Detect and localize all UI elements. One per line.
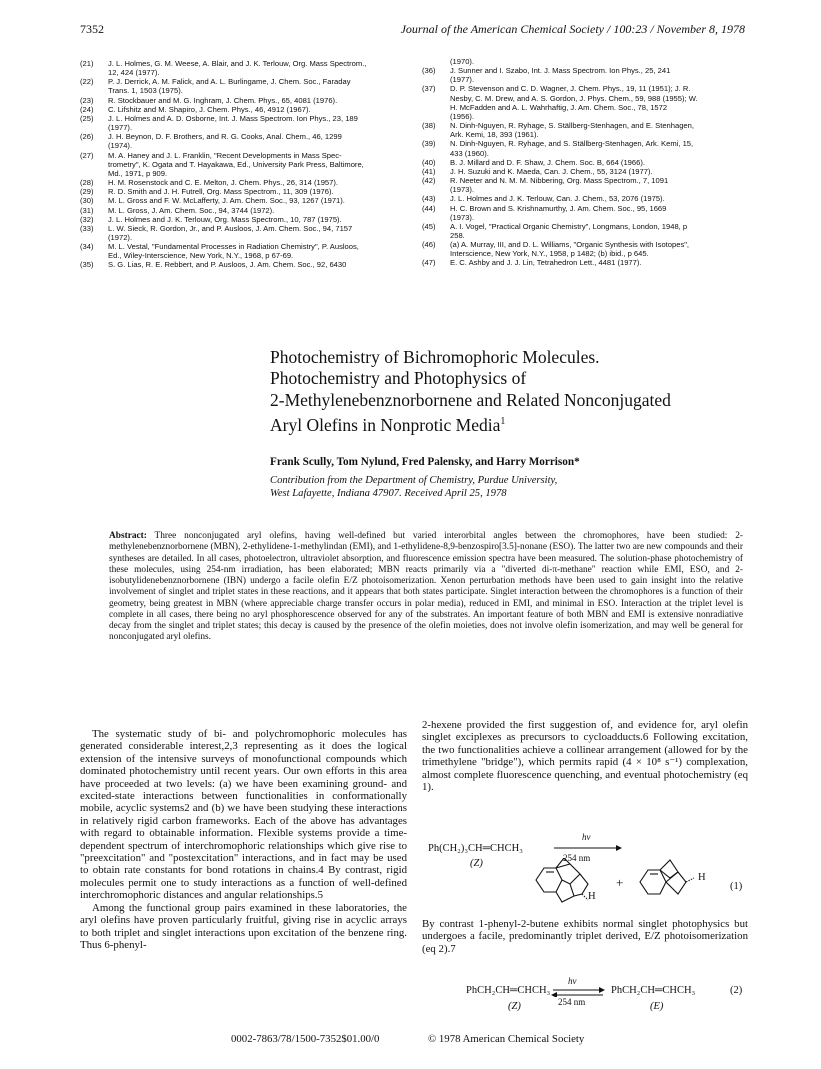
running-header <box>80 22 745 40</box>
reference-continuation-line <box>80 123 402 132</box>
reference-number <box>422 231 450 240</box>
reference-number <box>422 249 450 258</box>
reference-line <box>80 187 402 196</box>
reference-number: (34) <box>80 242 94 252</box>
reference-text: Ark. Kemi, 18, 393 (1961). <box>450 130 539 140</box>
equation-number-1: (1) <box>730 881 743 892</box>
title-line: Photochemistry of Bichromophoric Molecules. <box>270 347 600 367</box>
eq1-product-1-h: H <box>588 891 596 902</box>
reference-number: (46) <box>422 240 436 250</box>
reference-entry <box>422 57 746 66</box>
reference-number: (22) <box>80 77 94 87</box>
reference-entry <box>80 178 402 187</box>
reference-text: (1970). <box>450 57 475 66</box>
reference-entry <box>80 224 402 242</box>
affiliation-received-line: West Lafayette, Indiana 47907. Received April 25, 1978 <box>270 488 507 499</box>
reference-number <box>422 112 450 121</box>
reference-entry <box>80 196 402 205</box>
reference-text: J. H. Beynon, D. F. Brothers, and R. G. Cooks, Anal. Chem., 46, 1299 <box>108 132 342 142</box>
page-number: 7352 <box>80 22 104 36</box>
reference-continuation-line <box>80 233 402 242</box>
eq2-product: PhCH₂CH═CHCH₃ <box>611 985 696 996</box>
body-paragraph: By contrast 1-phenyl-2-butene exhibits normal singlet photophysics but undergoes a facile, predominantly triplet derived, E/Z photoisomerization (eq 2).7 <box>422 918 748 955</box>
reference-line <box>80 105 402 114</box>
reference-line <box>80 215 402 224</box>
author-list: Frank Scully, Tom Nylund, Fred Palensky, and Harry Morrison* <box>270 456 580 468</box>
reference-text: M. L. Gross and F. W. McLafferty, J. Am. Chem. Soc., 93, 1267 (1971). <box>108 196 345 206</box>
abstract-label: Abstract: <box>109 531 147 541</box>
reference-line <box>422 57 746 66</box>
reference-number <box>80 233 108 242</box>
reference-text: C. Lifshitz and M. Shapiro, J. Chem. Phys., 46, 4912 (1967). <box>108 104 311 114</box>
reference-number: (21) <box>80 59 94 68</box>
affiliation <box>270 474 740 500</box>
title-footnote-marker: 1 <box>500 416 506 428</box>
reference-text: Interscience, New York, N.Y., 1958, p 1482; (b) ibid., p 645. <box>450 249 649 259</box>
reference-entry <box>80 114 402 132</box>
eq1-reactant-config: (Z) <box>470 858 483 869</box>
reference-number: (37) <box>422 84 436 94</box>
reference-continuation-line <box>422 130 746 139</box>
reference-entry <box>422 84 746 121</box>
reference-entry <box>422 176 746 194</box>
reference-continuation-line <box>80 86 402 95</box>
reference-continuation-line <box>422 249 746 258</box>
reference-line <box>422 222 746 231</box>
reference-line <box>80 178 402 187</box>
reference-text: J. L. Holmes and A. D. Osborne, Int. J. Mass Spectrom. Ion Phys., 23, 189 <box>108 113 358 123</box>
reference-number: (26) <box>80 132 94 142</box>
reference-number <box>422 57 450 66</box>
reference-line <box>80 242 402 251</box>
reference-line <box>80 132 402 141</box>
eq2-reactant: PhCH₂CH═CHCH₃ <box>466 985 551 996</box>
article-title <box>270 347 740 436</box>
reference-number <box>422 149 450 158</box>
reference-entry <box>80 77 402 95</box>
eq2-product-config: (E) <box>650 1001 664 1012</box>
eq1-product-2-h: H <box>698 872 706 883</box>
reference-line <box>422 240 746 249</box>
reference-text: Ed., Wiley-Interscience, New York, N.Y., 1968, p 67-69. <box>108 251 294 261</box>
reference-text: R. Neeter and N. M. M. Nibbering, Org. Mass Spectrom., 7, 1091 <box>450 176 669 186</box>
reference-entry <box>422 121 746 139</box>
reference-text: (1973). <box>450 212 475 222</box>
reference-text: P. J. Derrick, A. M. Falick, and A. L. Burlingame, J. Chem. Soc., Faraday <box>108 77 351 87</box>
eq1-arrow-below: 254 nm <box>563 853 591 863</box>
reference-number <box>422 130 450 139</box>
reference-text: Nesby, C. M. Drew, and A. S. Gordon, J. Phys. Chem., 59, 988 (1955); W. <box>450 93 698 103</box>
reference-entry <box>422 66 746 84</box>
reference-continuation-line <box>422 149 746 158</box>
reference-number <box>80 68 108 77</box>
reference-line <box>80 196 402 205</box>
reference-entry <box>80 59 402 77</box>
reference-text: B. J. Millard and D. F. Shaw, J. Chem. Soc. B, 664 (1966). <box>450 157 645 167</box>
equation-number-2: (2) <box>730 985 743 996</box>
reference-number: (43) <box>422 194 436 204</box>
reference-entry <box>422 204 746 222</box>
reference-line <box>80 96 402 105</box>
reference-number: (33) <box>80 223 94 233</box>
reference-text: L. W. Sieck, R. Gordon, Jr., and P. Ausloos, J. Am. Chem. Soc., 94, 7157 <box>108 223 353 233</box>
reference-entry <box>422 139 746 157</box>
reference-text: A. I. Vogel, "Practical Organic Chemistry", Longmans, London, 1948, p <box>450 221 688 231</box>
reference-continuation-line <box>80 68 402 77</box>
eq1-plus: + <box>616 875 624 890</box>
reference-text: (1973). <box>450 185 475 195</box>
reference-text: M. L. Vestal, "Fundamental Processes in Radiation Chemistry", P. Ausloos, <box>108 242 359 252</box>
reference-line <box>422 66 746 75</box>
reference-number <box>80 251 108 260</box>
reference-continuation-line <box>422 94 746 103</box>
footer-code: 0002-7863/78/1500-7352$01.00/0 <box>231 1033 380 1045</box>
reference-line <box>422 121 746 130</box>
reference-number: (41) <box>422 166 436 176</box>
reference-number: (27) <box>80 150 94 160</box>
reference-continuation-line <box>422 103 746 112</box>
reference-entry <box>80 260 402 269</box>
body-paragraph: 2-hexene provided the first suggestion of, and evidence for, aryl olefin singlet exciplexes as precursors to cycloadducts.6 Following excitation, the two functionalities achieve a collinear arrangement (allowed for by the trimethylene "bridge"), which permits rapid (4 × 10⁸ s⁻¹) complexation, almost complete fluorescence quenching, and eventual photochemistry (eq 1). <box>422 719 748 794</box>
reference-number: (45) <box>422 221 436 231</box>
reference-text: S. G. Lias, R. E. Rebbert, and P. Ausloos, J. Am. Chem. Soc., 92, 6430 <box>108 260 347 270</box>
reference-line <box>422 139 746 148</box>
reference-number: (38) <box>422 121 436 131</box>
reference-number: (25) <box>80 113 94 123</box>
reference-text: Trans. 1, 1503 (1975). <box>108 86 183 96</box>
reference-text: H. M. Rosenstock and C. E. Melton, J. Chem. Phys., 26, 314 (1957). <box>108 178 339 188</box>
reference-line <box>422 158 746 167</box>
reference-text: D. P. Stevenson and C. D. Wagner, J. Chem. Phys., 19, 11 (1951); J. R. <box>450 84 691 94</box>
reference-number: (31) <box>80 205 94 215</box>
reference-number <box>80 160 108 169</box>
title-line: Photochemistry and Photophysics of <box>270 368 527 389</box>
body-left-column <box>80 728 407 951</box>
reference-number <box>80 86 108 95</box>
reference-number <box>422 75 450 84</box>
reference-line <box>80 114 402 123</box>
reference-line <box>422 84 746 93</box>
eq2-reaction-arrow <box>551 987 605 997</box>
eq2-arrow-above: hν <box>568 976 577 986</box>
reference-entry <box>422 158 746 167</box>
reference-text: N. Dinh-Nguyen, R. Ryhage, and S. Ställberg-Stenhagen, Ark. Kemi, 15, <box>450 139 694 149</box>
reference-entry <box>80 151 402 178</box>
reference-text: (1974). <box>108 141 133 151</box>
reference-entry <box>422 194 746 203</box>
reference-continuation-line <box>80 251 402 260</box>
reference-continuation-line <box>422 75 746 84</box>
reference-number <box>80 141 108 150</box>
reference-line <box>80 151 402 160</box>
reference-line <box>422 176 746 185</box>
reference-text: (a) A. Murray, III, and D. L. Williams, "Organic Synthesis with Isotopes", <box>450 240 690 250</box>
reference-line <box>422 194 746 203</box>
reference-number <box>422 185 450 194</box>
reference-number: (44) <box>422 203 436 213</box>
references-right-column <box>422 57 746 268</box>
abstract <box>109 531 743 644</box>
reference-continuation-line <box>422 112 746 121</box>
reference-text: (1956). <box>450 111 475 121</box>
reference-entry <box>80 187 402 196</box>
reference-number: (47) <box>422 258 436 268</box>
reference-line <box>422 204 746 213</box>
reference-text: E. C. Ashby and J. J. Lin, Tetrahedron Lett., 4481 (1977). <box>450 258 642 268</box>
reference-line <box>80 206 402 215</box>
title-line: Aryl Olefins in Nonprotic Media$^1$ <box>270 415 506 436</box>
reference-text: J. H. Suzuki and K. Maeda, Can. J. Chem., 55, 3124 (1977). <box>450 166 653 176</box>
reference-text: M. L. Gross, J. Am. Chem. Soc., 94, 3744 (1972). <box>108 205 275 215</box>
reference-text: 433 (1960). <box>450 148 489 158</box>
affiliation-line: Contribution from the Department of Chemistry, Purdue University, <box>270 475 558 486</box>
reference-entry <box>80 96 402 105</box>
reference-number: (29) <box>80 187 94 197</box>
reference-line <box>80 260 402 269</box>
reference-number <box>422 103 450 112</box>
reference-entry <box>422 222 746 240</box>
reference-text: H. McFadden and A. L. Wahrhaftig, J. Am. Chem. Soc., 78, 1572 <box>450 102 668 112</box>
body-paragraph: The systematic study of bi- and polychromophoric molecules has generated considerable interest,2,3 representing as it does the logical extension of the intensive surveys of monofunctional compounds which dominated photochemistry until recent years. Our own efforts in this area have proceeded at two levels: (a) we have been examining ground- and excited-state interactions between functionalities in conformationally mobile, acyclic systems2 and (b) we have been studying these interactions in relatively rigid carbon frameworks. Each of the above has advantages with regard to obtainable information. Flexible systems provide a time-dependent spectrum of interchromophoric relationships which give rise to "preexcitation" and "postexcitation" interactions, and in fact may be used to obtain rate constants for bond rotations in chains.4 By contrast, rigid molecules permit one to study interactions as a function of well-defined interchromophoric distances and angular relationships.5 <box>80 728 407 902</box>
reference-entry <box>422 240 746 258</box>
reference-number: (36) <box>422 66 436 76</box>
eq1-reaction-arrow <box>552 843 622 853</box>
reference-number: (24) <box>80 104 94 114</box>
footer-copyright: © 1978 American Chemical Society <box>428 1033 585 1045</box>
reference-text: Md., 1971, p 909. <box>108 168 168 178</box>
reference-text: R. D. Smith and J. H. Futrell, Org. Mass Spectrom., 11, 309 (1976). <box>108 187 334 197</box>
reference-entry <box>80 132 402 150</box>
reference-entry <box>80 215 402 224</box>
reference-entry <box>80 105 402 114</box>
reference-continuation-line <box>80 160 402 169</box>
reference-continuation-line <box>80 169 402 178</box>
reference-continuation-line <box>422 213 746 222</box>
reference-number <box>80 169 108 178</box>
reference-number <box>422 213 450 222</box>
reference-number: (39) <box>422 139 436 149</box>
reference-number: (30) <box>80 196 94 206</box>
reference-line <box>422 167 746 176</box>
reference-number: (35) <box>80 260 94 270</box>
eq1-product-2-structure <box>632 858 702 908</box>
reference-text: M. A. Haney and J. L. Franklin, "Recent Developments in Mass Spec- <box>108 150 342 160</box>
references-left-column <box>80 59 402 270</box>
reference-number: (32) <box>80 214 94 224</box>
reference-text: (1977). <box>108 123 133 133</box>
reference-continuation-line <box>422 231 746 240</box>
reference-text: trometry", K. Ogata and T. Hayakawa, Ed., University Park Press, Baltimore, <box>108 159 364 169</box>
reference-continuation-line <box>422 185 746 194</box>
eq2-reactant-config: (Z) <box>508 1001 521 1012</box>
reference-text: 258. <box>450 230 465 240</box>
reference-entry <box>422 167 746 176</box>
reference-text: H. C. Brown and S. Krishnamurthy, J. Am. Chem. Soc., 95, 1669 <box>450 203 667 213</box>
reference-text: R. Stockbauer and M. G. Inghram, J. Chem. Phys., 65, 4081 (1976). <box>108 95 338 105</box>
reference-text: (1972). <box>108 232 133 242</box>
reference-number <box>422 94 450 103</box>
reference-text: J. L. Holmes and J. K. Terlouw, Can. J. Chem., 53, 2076 (1975). <box>450 194 665 204</box>
reference-text: J. Sunner and I. Szabo, Int. J. Mass Spectrom. Ion Phys., 25, 241 <box>450 66 671 76</box>
body-right-column <box>422 719 748 793</box>
reference-number: (28) <box>80 178 94 188</box>
reference-number <box>80 123 108 132</box>
eq1-arrow-above: hν <box>582 832 591 842</box>
reference-line <box>80 59 402 68</box>
reference-line <box>422 258 746 267</box>
reference-text: J. L. Holmes, G. M. Weese, A. Blair, and J. K. Terlouw, Org. Mass Spectrom., <box>108 59 367 68</box>
title-line: 2-Methylenebenznorbornene and Related Nonconjugated <box>270 389 671 410</box>
reference-continuation-line <box>80 141 402 150</box>
reference-number: (23) <box>80 95 94 105</box>
reference-text: J. L. Holmes and J. K. Terlouw, Org. Mass Spectrom., 10, 787 (1975). <box>108 214 342 224</box>
reference-line <box>80 224 402 233</box>
reference-entry <box>80 206 402 215</box>
reference-number: (40) <box>422 157 436 167</box>
eq1-reactant: Ph(CH₂)₃CH═CHCH₃ <box>428 843 523 854</box>
reference-text: N. Dinh-Nguyen, R. Ryhage, S. Ställberg-Stenhagen, and E. Stenhagen, <box>450 121 694 131</box>
reference-entry <box>80 242 402 260</box>
abstract-text: Three nonconjugated aryl olefins, having well-defined but varied interorbital angles between the chromophores, have been studied: 2-methylenebenznorbornene (MBN), 2-ethylidene-1-methylindan (EMI), and 1-ethylidene-8,9-benzospiro[3.5]-nonane (ESO). The latter two are new compounds and their syntheses are detailed. In all cases, photoelectron, ultraviolet absorption, and fluorescence emission spectra have been measured. The solution-phase photochemistry of these molecules, using 254-nm irradiation, has been elaborated; MBN reacts primarily via a "diverted di-π-methane" reaction while EMI, ESO, and 2-isobutylidenebenznorbornene (IBN) undergo a facile olefin E/Z photoisomerization. Xenon perturbation methods have been used to gain insight into the relative involvement of singlet and triplet states in these reactions, and it appears that both states participate. Singlet interaction between the chromophores is a function of their geometry, being greatest in MBN (where appreciable charge transfer occurs in polar media), reduced in EMI, and minimal in ESO. Interaction at the triplet level is complete in all cases, there being no aryl phosphorescence observed for any of the substrates. An important feature of both MBN and EMI is extensive nonradiative decay from the singlet and triplet states; this decay is caused by the presence of the olefin moieties, does not involve olefin isomerization, and may well be general for nonconjugated aryl olefins. <box>109 531 743 643</box>
eq2-arrow-below: 254 nm <box>558 997 586 1007</box>
reference-text: (1977). <box>450 75 475 85</box>
reference-line <box>80 77 402 86</box>
reference-text: 12, 424 (1977). <box>108 68 160 78</box>
reference-number: (42) <box>422 176 436 186</box>
reference-entry <box>422 258 746 267</box>
journal-citation: Journal of the American Chemical Society / 100:23 / November 8, 1978 <box>400 22 745 36</box>
body-paragraph: Among the functional group pairs examined in these laboratories, the aryl olefins have proven particularly fruitful, giving rise in acyclic arrays to both triplet and singlet interactions upon excitation of the benzene ring. Thus 6-phenyl- <box>80 901 407 951</box>
